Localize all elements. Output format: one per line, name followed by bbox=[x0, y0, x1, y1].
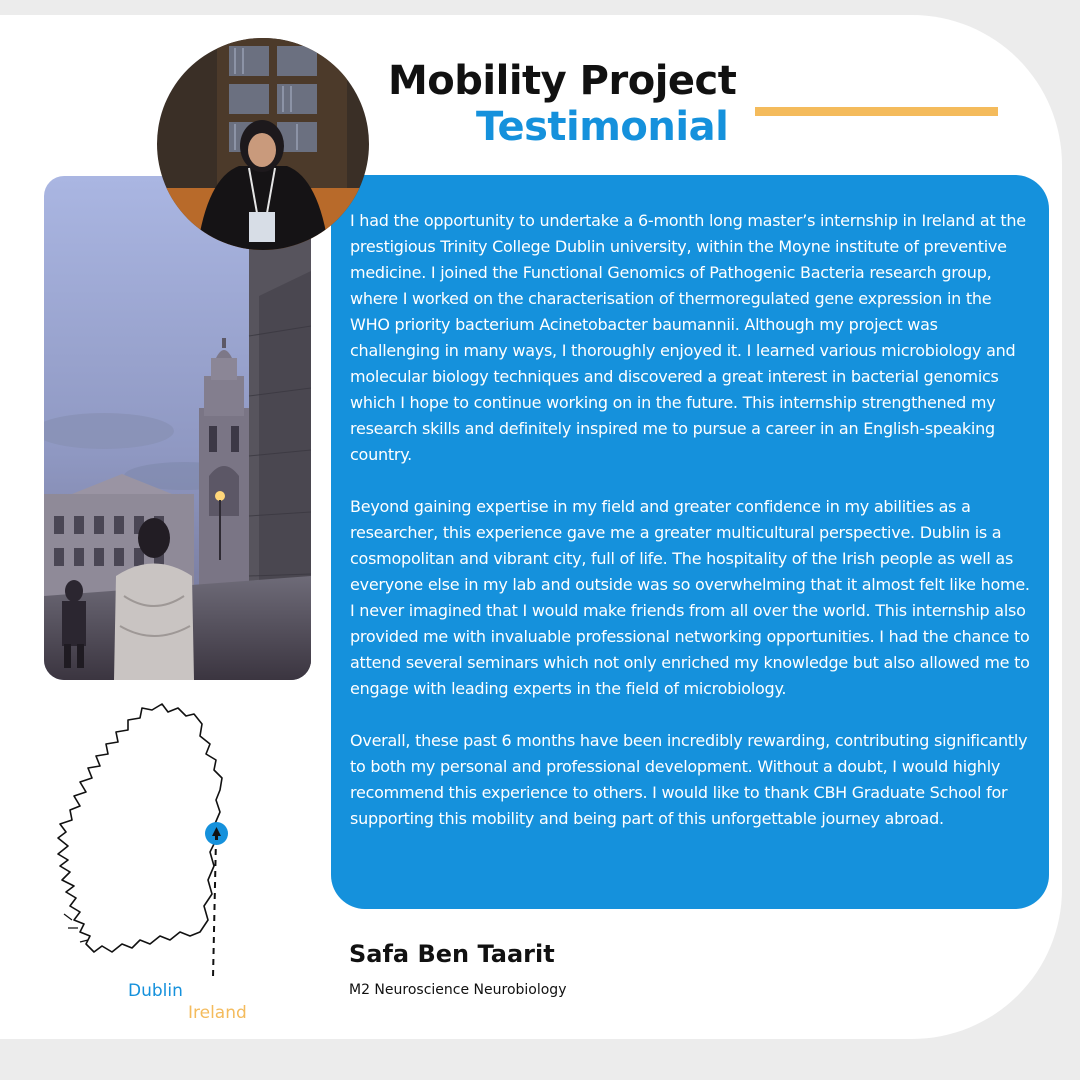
campus-photo bbox=[44, 176, 311, 680]
map-label-country: Ireland bbox=[188, 1003, 247, 1023]
author-portrait bbox=[157, 38, 369, 250]
testimonial-paragraph-1: I had the opportunity to undertake a 6-month long master’s internship in Ireland at the prestigious Trinity College Dublin university, within the Moyne institute of preventive medicine. I joined the Functional Genomics of Pathogenic Bacteria research group, where I worked on the characterisation of thermoregulated gene expression in the WHO priority bacterium Acinetobacter baumannii. Although my project was challenging in many ways, I thoroughly enjoyed it. I learned various microbiology and molecular biology techniques and discovered a great interest in bacterial genomics which I hope to continue working on in the future. This internship strengthened my research skills and definitely inspired me to pursue a career in an English-speaking country. bbox=[350, 211, 1026, 464]
page-title-line2: Testimonial bbox=[476, 104, 729, 150]
location-pin-icon bbox=[205, 822, 228, 845]
map-label-city: Dublin bbox=[128, 981, 183, 1001]
page-title-line1: Mobility Project bbox=[388, 58, 737, 104]
accent-divider bbox=[755, 107, 998, 116]
author-name: Safa Ben Taarit bbox=[349, 940, 555, 968]
testimonial-paragraph-3: Overall, these past 6 months have been incredibly rewarding, contributing significantly to both my personal and professional development. Without a doubt, I would highly recommend this experience to others. I would like to thank CBH Graduate School for supporting this mobility and being part of this unforgettable journey abroad. bbox=[350, 731, 1028, 828]
map-pointer-line bbox=[205, 836, 225, 981]
ireland-map bbox=[44, 696, 274, 996]
author-program: M2 Neuroscience Neurobiology bbox=[349, 982, 567, 998]
testimonial-text-box bbox=[331, 175, 1049, 909]
testimonial-paragraph-2: Beyond gaining expertise in my field and greater confidence in my abilities as a researcher, this experience gave me a greater multicultural perspective. Dublin is a cosmopolitan and vibrant city, full of life. The hospitality of the Irish people as well as everyone else in my lab and outside was so overwhelming that it almost felt like home. I never imagined that I would make friends from all over the world. This internship also provided me with invaluable professional networking opportunities. I had the chance to attend several seminars which not only enriched my knowledge but also allowed me to engage with leading experts in the field of microbiology. bbox=[350, 497, 1030, 698]
